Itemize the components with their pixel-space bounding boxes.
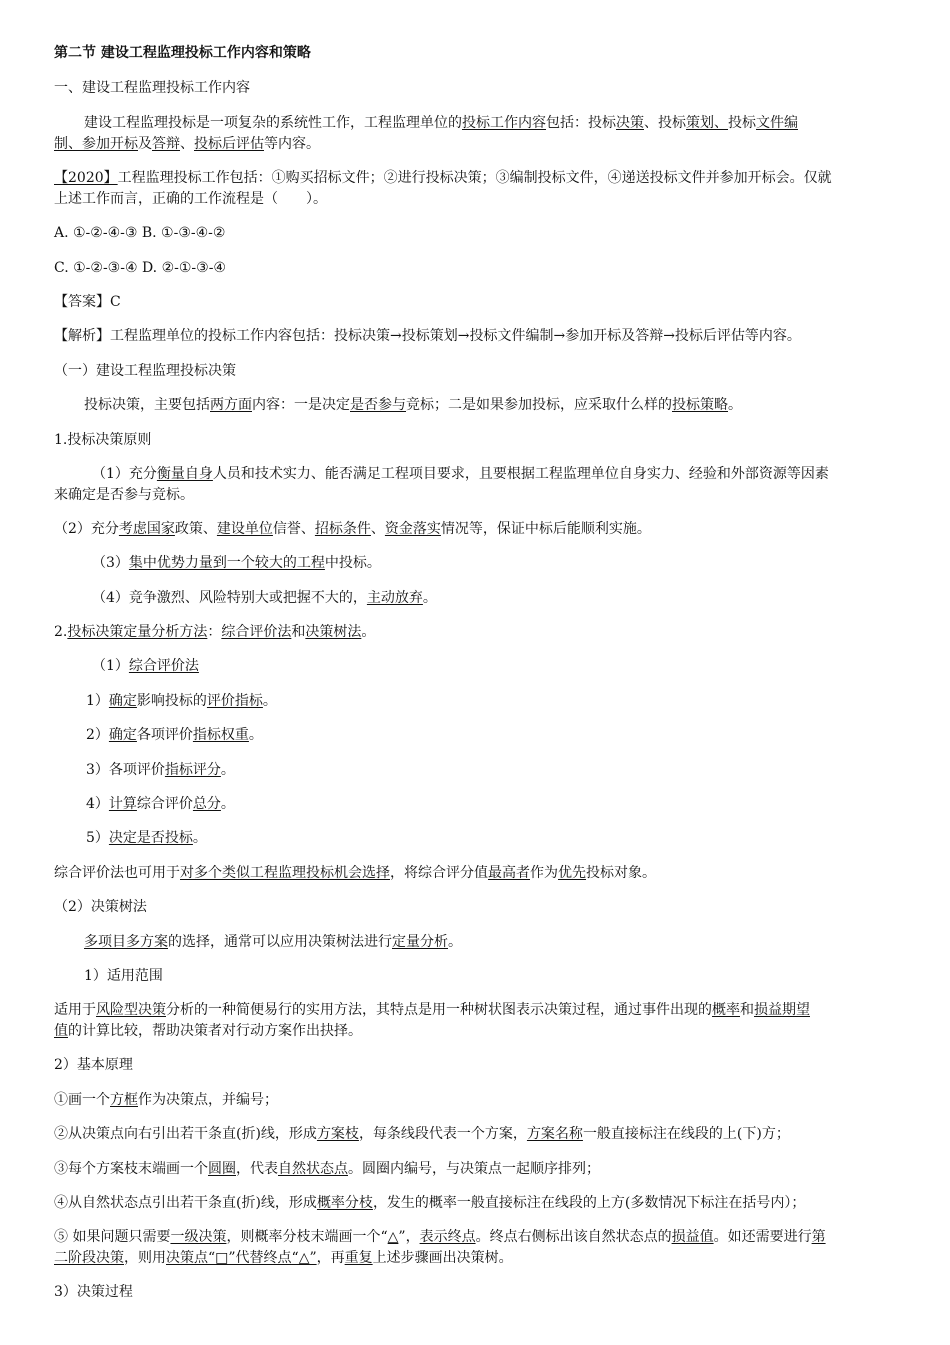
text: 1） <box>86 693 109 709</box>
text: 3）各项评价 <box>86 762 165 778</box>
options-cd: C. ①-②-③-④ D. ②-①-③-④ <box>54 260 226 276</box>
text: 情况等，保证中标后能顺利实施。 <box>440 521 651 537</box>
intro-line-2 <box>54 134 902 155</box>
underlined-term: 优先 <box>558 865 586 881</box>
underlined-term: 招标条件 <box>314 521 371 537</box>
underlined-term: 方框 <box>110 1092 138 1108</box>
underlined-term: 答辩 <box>152 136 180 152</box>
text: 建设工程监理投标是一项复杂的系统性工作，工程监理单位的 <box>84 115 462 131</box>
text: 中投标。 <box>324 555 381 571</box>
text: 4） <box>86 796 109 812</box>
underlined-term: 投标决策定量分析方法 <box>67 624 208 640</box>
text: （1）充分 <box>92 466 157 482</box>
underlined-term: 决策点“□”代替终点“△” <box>166 1250 317 1266</box>
step-5 <box>86 828 902 849</box>
underlined-term: 资金落实 <box>384 521 441 537</box>
text: 。如还需要进行 <box>713 1229 812 1245</box>
principle-1-line-2: 来确定是否参与竞标。 <box>54 487 194 503</box>
section-title: 第二节 建设工程监理投标工作内容和策略 <box>54 45 311 61</box>
text: ，则概率分枝末端画一个“ <box>226 1229 388 1245</box>
text: 。 <box>220 762 235 778</box>
text: ，则用 <box>124 1250 166 1266</box>
underlined-term: 损益值 <box>671 1229 714 1245</box>
text: 综合评价 <box>136 796 193 812</box>
underlined-term: 是否参与 <box>350 397 406 413</box>
question-line-1 <box>54 168 902 189</box>
underlined-term: 综合评价法 <box>128 658 199 674</box>
text: 2） <box>86 727 109 743</box>
text: 、 <box>180 136 194 152</box>
text: 上述步骤画出决策树。 <box>372 1250 513 1266</box>
text: 投标 <box>728 115 756 131</box>
underlined-term: △ <box>387 1229 399 1245</box>
text: 。 <box>192 830 207 846</box>
decision-paragraph <box>84 395 902 416</box>
text: ①画一个 <box>54 1092 110 1108</box>
text: 、 <box>370 521 385 537</box>
underlined-term: 决策 <box>616 115 644 131</box>
underlined-term: 策划、 <box>686 115 728 131</box>
text: （2）充分 <box>54 521 119 537</box>
text: 作为 <box>530 865 558 881</box>
text: ，将综合评分值 <box>390 865 488 881</box>
text: 适用于 <box>54 1002 96 1018</box>
intro-line-1 <box>84 113 902 134</box>
underlined-term: 一级决策 <box>170 1229 227 1245</box>
text: ，每条线段代表一个方案， <box>358 1126 527 1142</box>
basic-5-line-2 <box>54 1248 902 1269</box>
basic-5-line-1 <box>54 1227 902 1248</box>
subheading-decision: （一）建设工程监理投标决策 <box>54 363 236 379</box>
underlined-term: 损益期望 <box>754 1002 810 1018</box>
underlined-term: 决策树法 <box>305 624 362 640</box>
underlined-term: 两方面 <box>210 397 252 413</box>
principle-3 <box>92 553 902 574</box>
text: 投标决策，主要包括 <box>84 397 210 413</box>
text: ”， <box>398 1229 420 1245</box>
text: 分析的一种简便易行的实用方法，其特点是用一种树状图表示决策过程，通过事件出现的 <box>166 1002 712 1018</box>
text: 政策、 <box>174 521 217 537</box>
analysis: 【解析】工程监理单位的投标工作内容包括：投标决策→投标策划→投标文件编制→参加开标及答辩→投标后评估等内容。 <box>54 328 801 344</box>
text: 、投标 <box>644 115 686 131</box>
text: ，发生的概率一般直接标注在线段的上方(多数情况下标注在括号内）； <box>372 1195 806 1211</box>
text: 投标对象。 <box>586 865 656 881</box>
underlined-term: 建设单位 <box>216 521 273 537</box>
underlined-term: 文件编 <box>756 115 798 131</box>
text: 。 <box>248 727 263 743</box>
text: 各项评价 <box>136 727 193 743</box>
scope-line-1 <box>54 1000 902 1021</box>
underlined-term: 风险型决策 <box>96 1002 166 1018</box>
basic-1 <box>54 1090 902 1111</box>
underlined-term: 制、参加开标 <box>54 136 138 152</box>
underlined-term: 自然状态点 <box>278 1161 348 1177</box>
text: ，再 <box>316 1250 345 1266</box>
text: 人员和技术实力、能否满足工程项目要求，且要根据工程监理单位自身实力、经验和外部资源等因素 <box>212 466 829 482</box>
step-2 <box>86 725 902 746</box>
text: （4）竞争激烈、风险特别大或把握不大的， <box>92 590 367 606</box>
text: 信誉、 <box>272 521 315 537</box>
basic-title: 2）基本原理 <box>54 1057 133 1073</box>
text: 竞标；二是如果参加投标，应采取什么样的 <box>406 397 672 413</box>
underlined-term: 投标后评估 <box>194 136 264 152</box>
underlined-term: 主动放弃 <box>366 590 423 606</box>
text: 和 <box>740 1002 754 1018</box>
underlined-term: 指标评分 <box>164 762 221 778</box>
question-year-tag: 【2020】 <box>54 170 118 186</box>
step-4 <box>86 794 902 815</box>
text: 内容：一是决定 <box>252 397 350 413</box>
question-text: 工程监理投标工作包括：①购买招标文件；②进行投标决策；③编制投标文件，④递送投标文件并参加开标会。仅就 <box>117 170 832 186</box>
text: ③每个方案枝末端画一个 <box>54 1161 208 1177</box>
underlined-term: 多项目多方案 <box>84 934 168 950</box>
text: 等内容。 <box>264 136 320 152</box>
underlined-term: 衡量自身 <box>156 466 213 482</box>
scope-line-2 <box>54 1021 902 1042</box>
underlined-term: 投标工作内容 <box>462 115 546 131</box>
underlined-term: 方案名称 <box>526 1126 583 1142</box>
underlined-term: 决定是否投标 <box>108 830 193 846</box>
underlined-term: 评价指标 <box>206 693 263 709</box>
text: ⑤ 如果问题只需要 <box>54 1229 171 1245</box>
underlined-term: 方案枝 <box>316 1126 359 1142</box>
text: 。 <box>220 796 235 812</box>
text: 的选择，通常可以应用决策树法进行 <box>168 934 392 950</box>
underlined-term: 对多个类似工程监理投标机会选择 <box>180 865 390 881</box>
text: ，代表 <box>236 1161 278 1177</box>
underlined-term: 总分 <box>192 796 221 812</box>
scope-title: 1）适用范围 <box>84 968 163 984</box>
heading-work-content: 一、建设工程监理投标工作内容 <box>54 80 250 96</box>
text: （3） <box>92 555 129 571</box>
principle-title: 1.投标决策原则 <box>54 432 152 448</box>
method-1-title <box>92 656 902 677</box>
principle-4 <box>92 588 902 609</box>
text: 包括：投标 <box>546 115 616 131</box>
principle-2 <box>54 519 902 540</box>
text: 一般直接标注在线段的上(下)方； <box>582 1126 790 1142</box>
principle-1-line-1 <box>92 464 902 485</box>
underlined-term: 综合评价法 <box>221 624 292 640</box>
underlined-term: 集中优势力量到一个较大的工程 <box>128 555 325 571</box>
text: （1） <box>92 658 129 674</box>
text: ②从决策点向右引出若干条直(折)线，形成 <box>54 1126 317 1142</box>
underlined-term: 投标策略 <box>672 397 728 413</box>
underlined-term: 计算 <box>108 796 137 812</box>
options-ab: A. ①-②-④-③ B. ①-③-④-② <box>54 225 226 241</box>
text: 。 <box>361 624 376 640</box>
underlined-term: 二阶段决策 <box>54 1250 124 1266</box>
underlined-term: 表示终点 <box>419 1229 476 1245</box>
question-line-2: 上述工作而言，正确的工作流程是（ ）。 <box>54 191 327 207</box>
text: 。终点右侧标出该自然状态点的 <box>475 1229 672 1245</box>
underlined-term: 概率分枝 <box>316 1195 373 1211</box>
quantitative-methods <box>54 622 902 643</box>
text: ： <box>207 624 222 640</box>
basic-3 <box>54 1159 902 1180</box>
underlined-term: 最高者 <box>488 865 530 881</box>
text: 及 <box>138 136 152 152</box>
text: 。 <box>728 397 742 413</box>
text: 作为决策点，并编号； <box>138 1092 278 1108</box>
underlined-term: 圆圈 <box>208 1161 236 1177</box>
text: 影响投标的 <box>136 693 207 709</box>
text: 综合评价法也可用于 <box>54 865 180 881</box>
text: 的计算比较，帮助决策者对行动方案作出抉择。 <box>68 1023 362 1039</box>
text: 。 <box>262 693 277 709</box>
process-title: 3）决策过程 <box>54 1284 133 1300</box>
underlined-term: 值 <box>54 1023 68 1039</box>
underlined-term: 确定 <box>108 693 137 709</box>
text: 和 <box>291 624 306 640</box>
step-1 <box>86 691 902 712</box>
basic-4 <box>54 1193 902 1214</box>
text: 。 <box>448 934 462 950</box>
underlined-term: 概率 <box>712 1002 740 1018</box>
multi-project-note <box>54 863 902 884</box>
text: 2. <box>54 624 68 640</box>
basic-2 <box>54 1124 902 1145</box>
tree-intro <box>84 932 902 953</box>
underlined-term: 第 <box>811 1229 826 1245</box>
step-3 <box>86 760 902 781</box>
text: 。圆圈内编号，与决策点一起顺序排列； <box>348 1161 600 1177</box>
text: 。 <box>422 590 437 606</box>
underlined-term: 确定 <box>108 727 137 743</box>
underlined-term: 指标权重 <box>192 727 249 743</box>
underlined-term: 考虑国家 <box>118 521 175 537</box>
underlined-term: 重复 <box>344 1250 373 1266</box>
underlined-term: 定量分析 <box>392 934 448 950</box>
answer: 【答案】C <box>54 294 121 310</box>
text: 5） <box>86 830 109 846</box>
method-2-title: （2）决策树法 <box>54 899 147 915</box>
text: ④从自然状态点引出若干条直(折)线，形成 <box>54 1195 317 1211</box>
